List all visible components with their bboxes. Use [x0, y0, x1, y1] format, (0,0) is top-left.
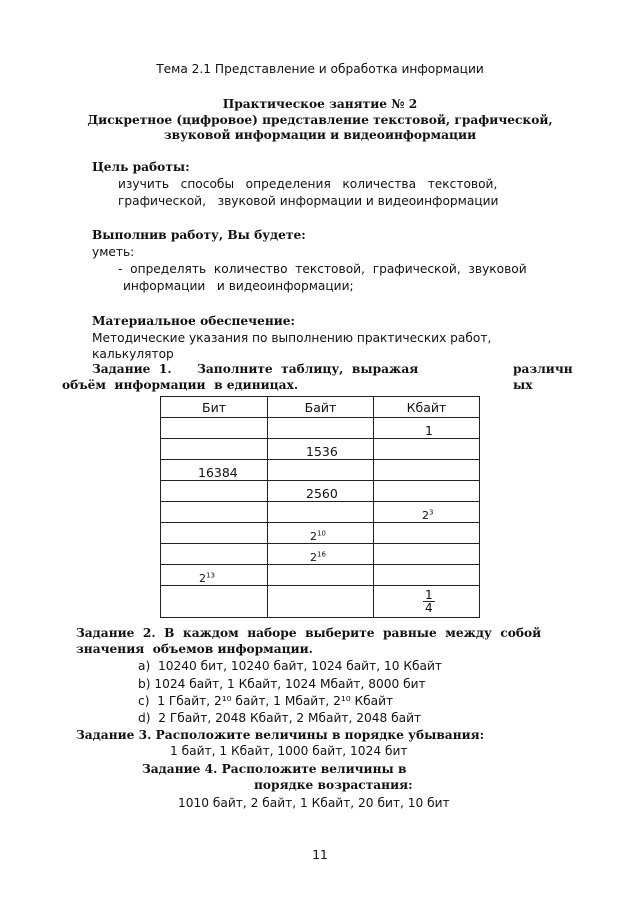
table-cell[interactable]	[268, 502, 374, 523]
task3-heading: Задание 3. Расположите величины в порядке убывания:	[76, 728, 485, 742]
task2-option-a	[138, 659, 442, 673]
table-cell[interactable]	[161, 523, 268, 544]
outcomes-text-line2: информации и видеоинформации;	[123, 279, 354, 293]
table-cell[interactable]	[374, 523, 480, 544]
topic-header: Тема 2.1 Представление и обработка информации	[156, 62, 484, 76]
option-marker: d)	[138, 711, 151, 725]
table-cell-byte-power: $2^{10}$	[268, 523, 374, 544]
table-cell-kbyte-value: 1	[374, 418, 480, 439]
table-cell-kbyte-power: $2^3$	[374, 502, 480, 523]
option-text: 1024 байт, 1 Кбайт, 1024 Мбайт, 8000 бит	[154, 677, 426, 691]
table-row	[161, 418, 480, 439]
materials-text-line1: Методические указания по выполнению практических работ,	[92, 331, 492, 345]
option-marker: c)	[138, 694, 150, 708]
task1-line1: Задание 1. Заполните таблицу, выражая	[92, 362, 419, 376]
option-text: 10240 бит, 10240 байт, 1024 байт, 10 Кбайт	[157, 659, 442, 673]
table-cell[interactable]	[161, 502, 268, 523]
table-row	[161, 523, 480, 544]
task4-heading-line1: Задание 4. Расположите величины в	[142, 762, 407, 776]
goal-text-line1: изучить способы определения количества текстовой,	[118, 177, 498, 191]
table-cell[interactable]	[268, 460, 374, 481]
goal-heading: Цель работы:	[92, 160, 190, 174]
outcomes-heading: Выполнив работу, Вы будете:	[92, 228, 306, 242]
table-cell[interactable]	[268, 565, 374, 586]
lesson-subtitle-line1: Дискретное (цифровое) представление текстовой, графической,	[87, 113, 553, 127]
task2-option-d	[138, 711, 421, 725]
table-cell[interactable]	[161, 586, 268, 618]
option-marker: a)	[138, 659, 151, 673]
task1-line2: объём информации в единицах.	[62, 378, 299, 392]
table-cell[interactable]	[268, 418, 374, 439]
column-header-bit: Бит	[161, 397, 268, 418]
table-cell[interactable]	[374, 544, 480, 565]
table-cell[interactable]	[161, 439, 268, 460]
lesson-title: Практическое занятие № 2	[222, 97, 418, 111]
materials-heading: Материальное обеспечение:	[92, 314, 296, 328]
column-header-byte: Байт	[268, 397, 374, 418]
table-cell[interactable]	[161, 544, 268, 565]
task2-line1: Задание 2. В каждом наборе выберите равные между собой	[76, 626, 542, 640]
task4-values: 1010 байт, 2 байт, 1 Кбайт, 20 бит, 10 бит	[178, 796, 450, 810]
task3-values: 1 байт, 1 Кбайт, 1000 байт, 1024 бит	[170, 744, 408, 758]
conversion-table	[160, 396, 480, 618]
task2-line2: значения объемов информации.	[76, 642, 313, 656]
column-header-kbyte: Кбайт	[374, 397, 480, 418]
task2-option-b	[138, 677, 426, 691]
task1-line2-right: ых	[513, 378, 533, 392]
table-row	[161, 502, 480, 523]
lesson-subtitle-line2: звуковой информации и видеоинформации	[163, 128, 477, 142]
option-text: 2 Гбайт, 2048 Кбайт, 2 Мбайт, 2048 байт	[158, 711, 422, 725]
table-cell[interactable]	[374, 460, 480, 481]
task2-option-c	[138, 694, 393, 708]
table-cell-byte-value: 1536	[268, 439, 374, 460]
task4-heading-line2: порядке возрастания:	[254, 778, 413, 792]
table-header-row	[161, 397, 480, 418]
goal-text-line2: графической, звуковой информации и видеоинформации	[118, 194, 499, 208]
table-row	[161, 460, 480, 481]
option-text: 1 Гбайт, 2¹⁰ байт, 1 Мбайт, 2¹⁰ Кбайт	[157, 694, 394, 708]
table-row	[161, 565, 480, 586]
table-cell-bit-power: $2^{13}$	[161, 565, 268, 586]
option-marker: b)	[138, 677, 151, 691]
table-cell-byte-power: $2^{16}$	[268, 544, 374, 565]
table-cell[interactable]	[161, 418, 268, 439]
outcomes-subheading: уметь:	[92, 245, 135, 259]
table-row	[161, 439, 480, 460]
task1-line1-right: различн	[513, 362, 573, 376]
table-cell-byte-value: 2560	[268, 481, 374, 502]
table-cell[interactable]	[374, 565, 480, 586]
page-number: 11	[312, 848, 328, 862]
table-cell[interactable]	[161, 481, 268, 502]
table-row	[161, 481, 480, 502]
table-row	[161, 544, 480, 565]
materials-text-line2: калькулятор	[92, 347, 174, 361]
table-cell-bit-value: 16384	[161, 460, 268, 481]
outcomes-text-line1: - определять количество текстовой, графической, звуковой	[118, 262, 527, 276]
table-cell[interactable]	[374, 481, 480, 502]
table-row	[161, 586, 480, 618]
table-cell-kbyte-fraction: $\frac{1}{4}$	[374, 586, 480, 618]
table-cell[interactable]	[374, 439, 480, 460]
table-cell[interactable]	[268, 586, 374, 618]
